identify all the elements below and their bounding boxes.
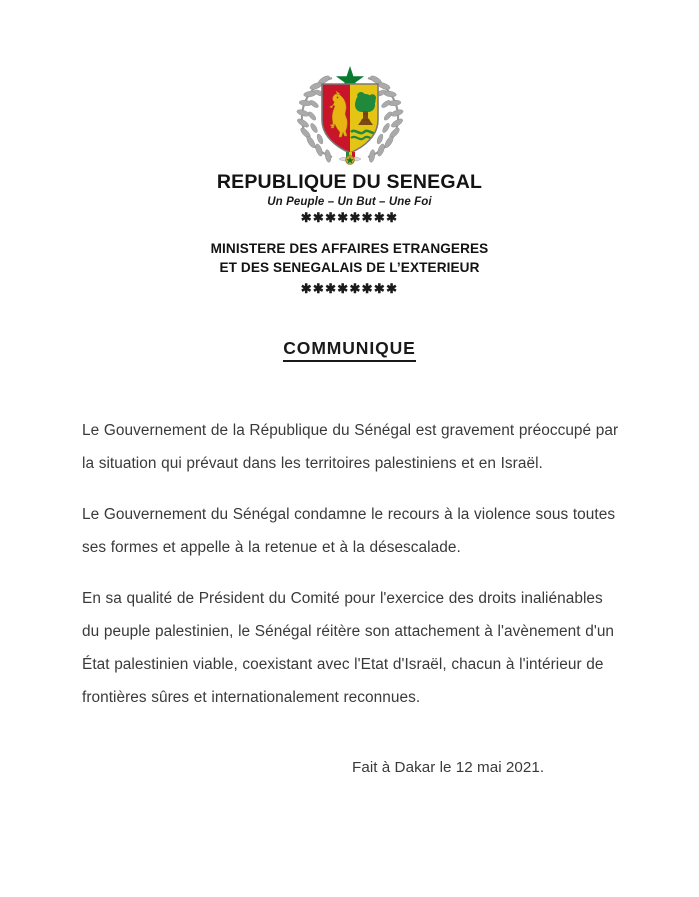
ministry-line-1: MINISTERE DES AFFAIRES ETRANGERES bbox=[210, 240, 489, 256]
paragraph-2: Le Gouvernement du Sénégal condamne le recours à la violence sous toutes ses formes et appelle à la retenue et à la désescalade. bbox=[82, 506, 616, 557]
national-motto: Un Peuple – Un But – Une Foi bbox=[267, 196, 432, 209]
coat-of-arms-of-senegal-icon bbox=[292, 62, 408, 166]
coat-of-arms-container bbox=[0, 62, 699, 167]
document-title-container bbox=[0, 338, 699, 362]
place-and-date: Fait à Dakar le 12 mai 2021. bbox=[352, 759, 545, 777]
paragraph-1: Le Gouvernement de la République du Sénégal est gravement préoccupé par la situation qui prévaut dans les territoires palestiniens et en Israël. bbox=[82, 422, 619, 473]
medal-pendant-icon bbox=[339, 152, 361, 164]
letterhead bbox=[0, 0, 699, 296]
ministry-name bbox=[0, 239, 699, 278]
page-title: COMMUNIQUE bbox=[283, 338, 415, 362]
document-body bbox=[82, 414, 622, 782]
shield-icon bbox=[322, 84, 378, 154]
ministry-line-2: ET DES SENEGALAIS DE L’EXTERIEUR bbox=[219, 260, 480, 276]
separator-asterisks-top: ✱✱✱✱✱✱✱✱ bbox=[300, 210, 399, 226]
republic-title: REPUBLIQUE DU SENEGAL bbox=[216, 171, 483, 193]
paragraph-3: En sa qualité de Président du Comité pour l'exercice des droits inaliénables du peuple palestinien, le Sénégal réitère son attachement à l'avènement d'un État palestinien viable, coexistant avec l'Etat d'Israël, chacun à l'intérieur de frontières sûres et internationalement reconnues. bbox=[82, 590, 615, 707]
separator-asterisks-bottom: ✱✱✱✱✱✱✱✱ bbox=[300, 281, 399, 297]
